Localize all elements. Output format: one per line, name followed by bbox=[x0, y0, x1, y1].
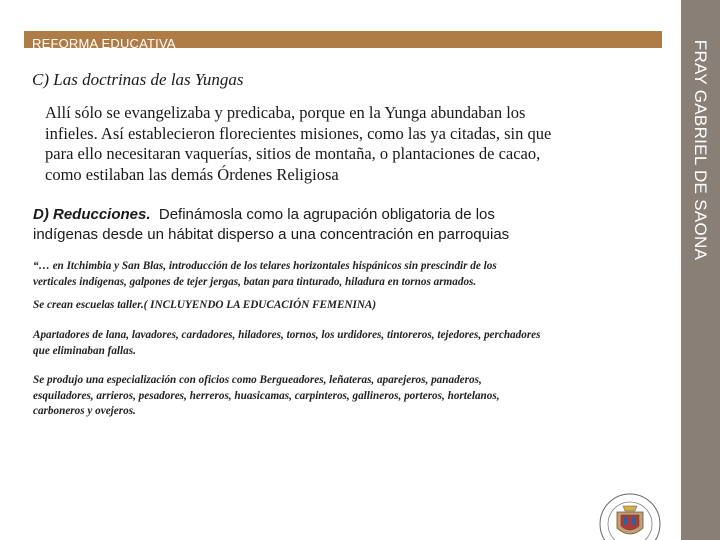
paragraph-line: esquiladores, arrieros, pesadores, herreros, huasicamas, carpinteros, gallineros, porteros, hortelanos, bbox=[33, 389, 500, 402]
paragraph-line: Se produjo una especialización con oficios como Bergueadores, leñateras, aparejeros, panaderos, bbox=[33, 374, 482, 386]
paragraph-line: Apartadores de lana, lavadores, cardadores, hiladores, tornos, los urdidores, tintoreros, tejedores, perchadores bbox=[33, 329, 541, 341]
side-title: FRAY GABRIEL DE SAONA bbox=[691, 39, 710, 261]
paragraph-line: como estilaban las demás Órdenes Religiosa bbox=[45, 164, 339, 184]
paragraph-line: que eliminaban fallas. bbox=[33, 344, 136, 357]
paragraph-line bbox=[33, 205, 643, 225]
note-escuelas bbox=[33, 298, 643, 314]
note-oficios-lana bbox=[33, 328, 643, 359]
paragraph-line: Se crean escuelas taller.( INCLUYENDO LA EDUCACIÓN FEMENINA) bbox=[33, 299, 377, 311]
paragraph-line: verticales indígenas, galpones de tejer jergas, batan para tinturado, hiladura en tornos armados. bbox=[33, 275, 477, 288]
section-d-heading: D) Reducciones. bbox=[33, 206, 151, 223]
section-c-paragraph bbox=[45, 103, 645, 185]
paragraph-line: Allí sólo se evangelizaba y predicaba, porque en la Yunga abundaban los bbox=[45, 103, 526, 122]
paragraph-line: indígenas desde un hábitat disperso a una concentración en parroquias bbox=[33, 226, 510, 243]
paragraph-line: infieles. Así establecieron florecientes misiones, como las ya citadas, sin que bbox=[45, 123, 552, 143]
paragraph-line: para ello necesitaran vaquerías, sitios de montaña, o plantaciones de cacao, bbox=[45, 144, 541, 163]
note-telares bbox=[33, 259, 643, 290]
section-d-paragraph bbox=[33, 205, 643, 245]
section-c-heading: C) Las doctrinas de las Yungas bbox=[32, 70, 244, 89]
header-title: REFORMA EDUCATIVA bbox=[32, 36, 176, 51]
university-seal-icon bbox=[595, 490, 665, 540]
paragraph-line: carboneros y ovejeros. bbox=[33, 405, 136, 417]
section-d-definition: Definámosla como la agrupación obligatoria de los bbox=[158, 206, 495, 223]
paragraph-line: “… en Itchimbia y San Blas, introducción de los telares horizontales hispánicos sin prescindir de los bbox=[33, 260, 497, 272]
note-especializacion bbox=[33, 373, 643, 420]
